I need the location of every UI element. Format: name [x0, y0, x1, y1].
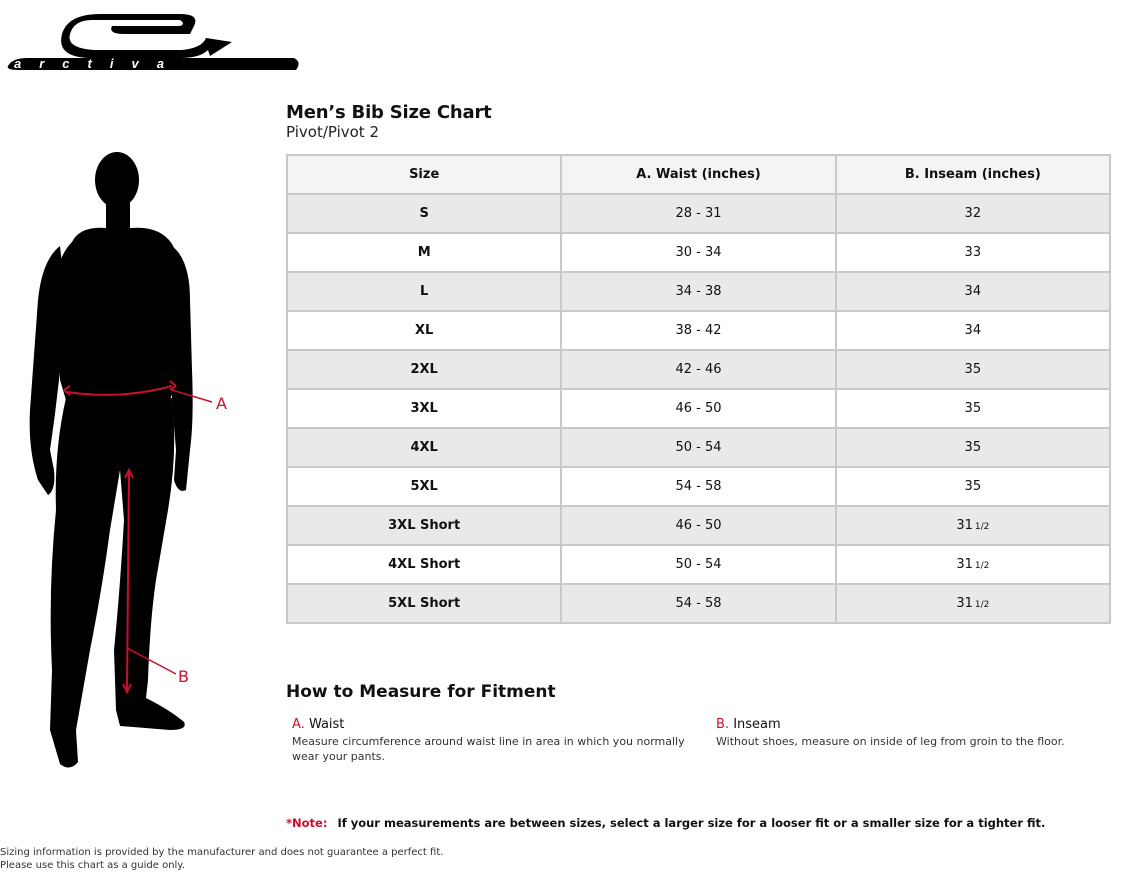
waist-cell: 28 - 31	[561, 194, 835, 233]
inseam-fraction: 1/2	[974, 561, 990, 571]
size-cell: XL	[287, 311, 561, 350]
inseam-value: 31	[956, 518, 973, 533]
size-cell: 5XL	[287, 467, 561, 506]
how-to-heading: How to Measure for Fitment	[286, 682, 556, 702]
inseam-cell	[836, 467, 1110, 506]
inseam-label	[716, 717, 1116, 732]
waist-desc: Measure circumference around waist line in area in which you normally wear your pants.	[292, 735, 685, 763]
fit-note	[286, 816, 1045, 830]
inseam-value: 35	[964, 401, 982, 416]
table-row	[287, 194, 1110, 233]
header-inseam: B. Inseam (inches)	[836, 155, 1110, 194]
table-row	[287, 389, 1110, 428]
note-text: If your measurements are between sizes, select a larger size for a looser fit or a smaller size for a tighter fit.	[337, 816, 1046, 830]
table-row	[287, 467, 1110, 506]
size-table	[286, 154, 1111, 624]
marker-b: B	[178, 667, 189, 686]
size-cell: M	[287, 233, 561, 272]
waist-cell: 42 - 46	[561, 350, 835, 389]
inseam-cell	[836, 506, 1110, 545]
size-cell: 3XL	[287, 389, 561, 428]
svg-text:arctiva: arctiva	[14, 56, 182, 70]
waist-label	[292, 717, 692, 732]
size-cell: 4XL Short	[287, 545, 561, 584]
table-row	[287, 584, 1110, 623]
table-row	[287, 428, 1110, 467]
inseam-value: 33	[964, 245, 982, 260]
inseam-cell	[836, 428, 1110, 467]
inseam-value: 34	[964, 323, 982, 338]
inseam-cell	[836, 545, 1110, 584]
inseam-value: 34	[964, 284, 982, 299]
marker-a: A	[216, 394, 227, 413]
waist-cell: 54 - 58	[561, 467, 835, 506]
waist-cell: 50 - 54	[561, 545, 835, 584]
table-row	[287, 311, 1110, 350]
inseam-cell	[836, 272, 1110, 311]
inseam-letter: B.	[716, 717, 730, 732]
chart-subtitle: Pivot/Pivot 2	[286, 123, 380, 141]
waist-cell: 38 - 42	[561, 311, 835, 350]
inseam-cell	[836, 233, 1110, 272]
header-waist: A. Waist (inches)	[561, 155, 835, 194]
size-cell: 4XL	[287, 428, 561, 467]
disclaimer	[0, 846, 443, 872]
size-cell: L	[287, 272, 561, 311]
header-size: Size	[287, 155, 561, 194]
waist-instruction	[292, 717, 692, 764]
table-row	[287, 506, 1110, 545]
disclaimer-line-1: Sizing information is provided by the manufacturer and does not guarantee a perfect fit.	[0, 847, 444, 858]
table-header-row	[287, 155, 1110, 194]
waist-cell: 46 - 50	[561, 506, 835, 545]
inseam-desc: Without shoes, measure on inside of leg from groin to the floor.	[716, 735, 1065, 748]
inseam-cell	[836, 389, 1110, 428]
waist-title: Waist	[308, 717, 345, 732]
inseam-value: 31	[956, 557, 973, 572]
arctiva-logo	[4, 12, 300, 70]
inseam-cell	[836, 194, 1110, 233]
table-body	[287, 194, 1110, 623]
inseam-title: Inseam	[733, 717, 781, 732]
inseam-value: 31	[956, 596, 973, 611]
waist-cell: 30 - 34	[561, 233, 835, 272]
waist-cell: 46 - 50	[561, 389, 835, 428]
inseam-value: 35	[964, 362, 982, 377]
waist-cell: 54 - 58	[561, 584, 835, 623]
inseam-value: 35	[964, 479, 982, 494]
waist-cell: 34 - 38	[561, 272, 835, 311]
inseam-value: 35	[964, 440, 982, 455]
table-row	[287, 350, 1110, 389]
body-silhouette	[20, 150, 260, 772]
waist-letter: A.	[292, 717, 305, 732]
inseam-cell	[836, 350, 1110, 389]
size-cell: 2XL	[287, 350, 561, 389]
table-row	[287, 272, 1110, 311]
size-cell: S	[287, 194, 561, 233]
inseam-fraction: 1/2	[974, 600, 990, 610]
inseam-fraction: 1/2	[974, 522, 990, 532]
inseam-instruction	[716, 717, 1116, 749]
size-cell: 5XL Short	[287, 584, 561, 623]
inseam-cell	[836, 311, 1110, 350]
note-label: *Note:	[286, 816, 328, 830]
table-row	[287, 233, 1110, 272]
table-row	[287, 545, 1110, 584]
inseam-cell	[836, 584, 1110, 623]
waist-cell: 50 - 54	[561, 428, 835, 467]
inseam-value: 32	[964, 206, 982, 221]
chart-title: Men’s Bib Size Chart	[286, 102, 492, 123]
size-cell: 3XL Short	[287, 506, 561, 545]
disclaimer-line-2: Please use this chart as a guide only.	[0, 860, 185, 871]
